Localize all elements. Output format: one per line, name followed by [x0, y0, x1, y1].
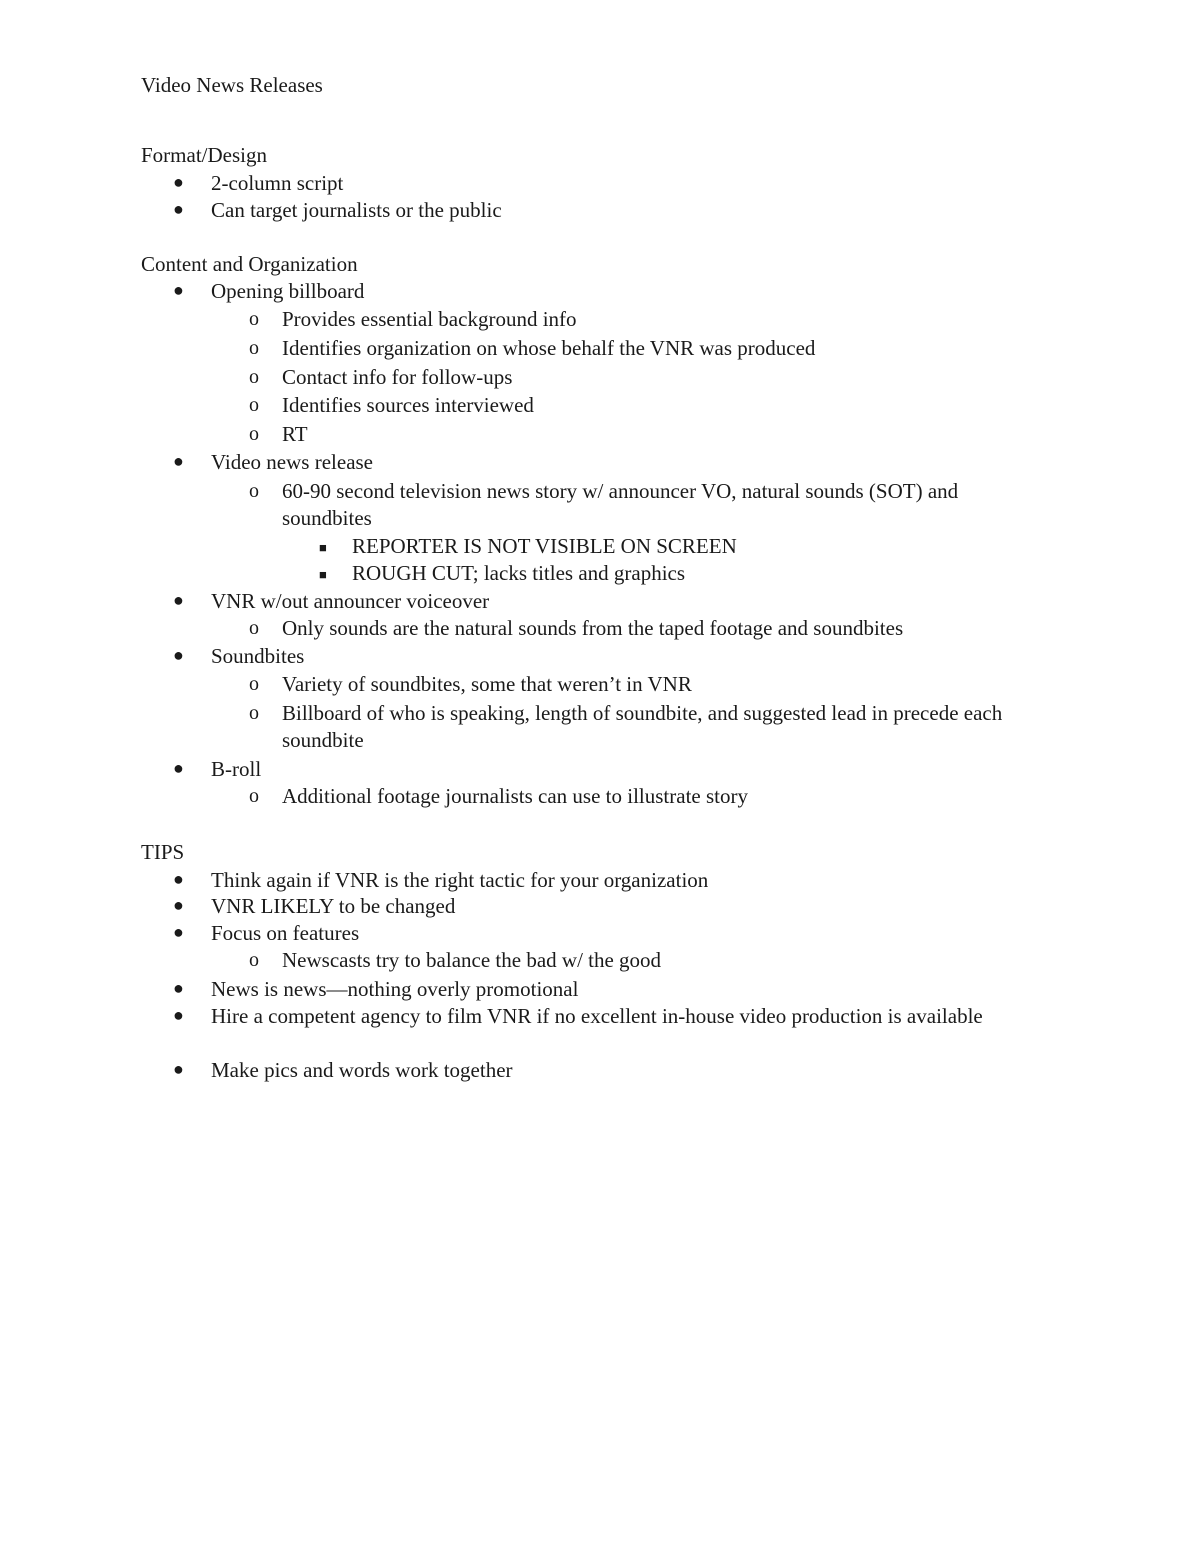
list-item: ● Make pics and words work together — [173, 1058, 513, 1082]
list-item: ● Video news release — [173, 450, 374, 474]
bullet-icon: ● — [173, 922, 184, 942]
list-item: o 60-90 second television news story w/ announcer VO, natural sounds (SOT) and soundbites — [249, 479, 959, 530]
circle-bullet-icon: o — [249, 423, 259, 445]
list-item: o RT — [249, 422, 308, 446]
list-item: ● VNR LIKELY to be changed — [173, 894, 456, 918]
list-item: ● B-roll — [173, 757, 262, 781]
circle-bullet-icon: o — [249, 366, 259, 388]
circle-bullet-icon: o — [249, 949, 259, 971]
circle-bullet-icon: o — [249, 673, 259, 695]
list-item: ● Opening billboard — [173, 279, 365, 303]
circle-bullet-icon: o — [249, 480, 259, 502]
list-item: o Variety of soundbites, some that weren’t in VNR — [249, 672, 692, 696]
list-item: ● Can target journalists or the public — [173, 198, 502, 222]
circle-bullet-icon: o — [249, 394, 259, 416]
bullet-icon: ● — [173, 758, 184, 778]
list-item: ● 2-column script — [173, 171, 344, 195]
bullet-icon: ● — [173, 451, 184, 471]
section-heading-format-design: Format/Design — [141, 143, 267, 167]
document-title: Video News Releases — [141, 73, 323, 97]
bullet-icon: ● — [173, 645, 184, 665]
list-item: o Billboard of who is speaking, length of soundbite, and suggested lead in precede each soundbite — [249, 701, 1003, 752]
list-item: o Provides essential background info — [249, 307, 577, 331]
list-item: ● Soundbites — [173, 644, 305, 668]
section-heading-tips: TIPS — [141, 840, 185, 864]
section-heading-content-organization: Content and Organization — [141, 252, 358, 276]
list-item: o Identifies sources interviewed — [249, 393, 534, 417]
circle-bullet-icon: o — [249, 785, 259, 807]
bullet-icon: ● — [173, 172, 184, 192]
list-item: o Newscasts try to balance the bad w/ the good — [249, 948, 662, 972]
list-item: ● VNR w/out announcer voiceover — [173, 589, 490, 613]
list-item: ■ REPORTER IS NOT VISIBLE ON SCREEN — [352, 533, 737, 560]
bullet-icon: ● — [173, 280, 184, 300]
list-item: ● News is news—nothing overly promotional — [173, 977, 579, 1001]
circle-bullet-icon: o — [249, 308, 259, 330]
bullet-icon: ● — [173, 895, 184, 915]
list-item: ● Focus on features — [173, 921, 360, 945]
bullet-icon: ● — [173, 590, 184, 610]
list-item: o Additional footage journalists can use to illustrate story — [249, 784, 748, 808]
bullet-icon: ● — [173, 869, 184, 889]
list-item: ■ ROUGH CUT; lacks titles and graphics — [352, 560, 685, 587]
list-item: o Identifies organization on whose behalf the VNR was produced — [249, 336, 816, 360]
list-item: o Contact info for follow-ups — [249, 365, 513, 389]
circle-bullet-icon: o — [249, 702, 259, 724]
circle-bullet-icon: o — [249, 337, 259, 359]
list-item: ● Think again if VNR is the right tactic for your organization — [173, 868, 709, 892]
square-bullet-icon: ■ — [319, 567, 327, 582]
bullet-icon: ● — [173, 978, 184, 998]
bullet-icon: ● — [173, 1005, 184, 1025]
bullet-icon: ● — [173, 199, 184, 219]
list-item: o Only sounds are the natural sounds from the taped footage and soundbites — [249, 616, 904, 640]
list-item: ● Hire a competent agency to film VNR if no excellent in-house video production is available — [173, 1004, 983, 1028]
square-bullet-icon: ■ — [319, 540, 327, 555]
bullet-icon: ● — [173, 1059, 184, 1079]
circle-bullet-icon: o — [249, 617, 259, 639]
